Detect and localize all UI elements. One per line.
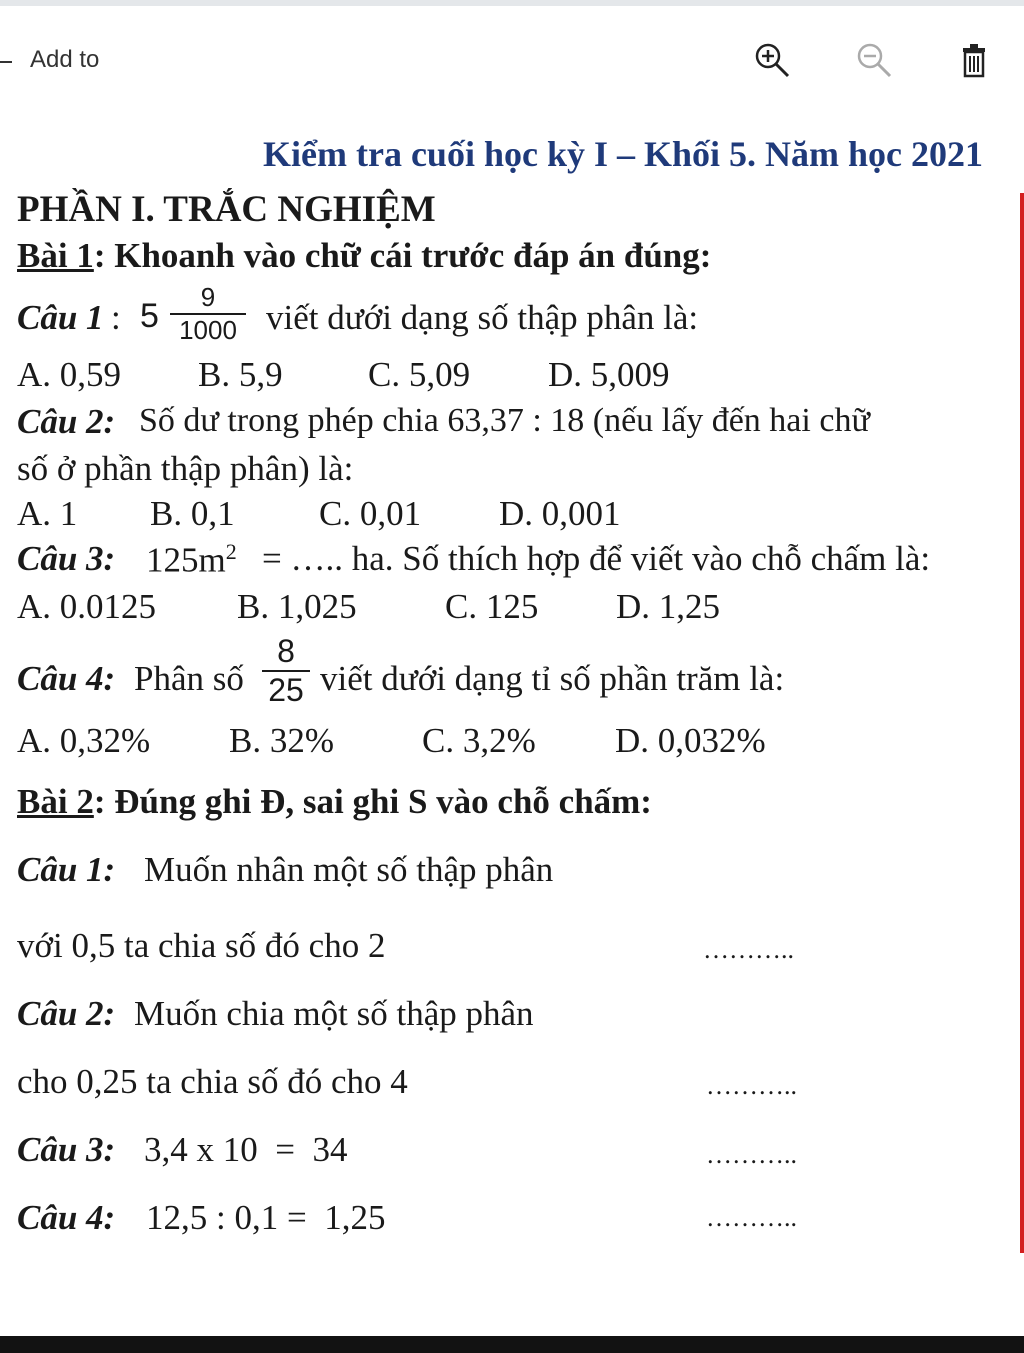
bai2-q1-label: Câu 1: [17, 850, 116, 889]
bai2-q2-line1: Muốn chia một số thập phân [134, 994, 534, 1033]
q3-label: Câu 3: [17, 539, 116, 578]
q1-denominator: 1000 [179, 315, 237, 345]
q4-fraction [262, 633, 310, 709]
q2-option-d: D. 0,001 [499, 494, 621, 533]
q3-option-a: A. 0.0125 [17, 587, 157, 626]
q1-option-b: B. 5,9 [198, 355, 283, 394]
q3-text: = ….. ha. Số thích hợp để viết vào chỗ chấm là: [262, 539, 931, 578]
q4-option-b: B. 32% [229, 721, 334, 760]
bai2-q2-line2: cho 0,25 ta chia số đó cho 4 [17, 1062, 408, 1101]
add-to-button[interactable]: Add to [30, 46, 100, 73]
bai1-text: : Khoanh vào chữ cái trước đáp án đúng: [93, 236, 712, 275]
bai2-label: Bài 2 [17, 782, 94, 821]
bai2-q3-expression: 3,4 x 10 = 34 [144, 1130, 348, 1169]
q4-denominator: 25 [268, 672, 304, 708]
toolbar [0, 6, 1024, 102]
zoom-out-icon[interactable] [854, 40, 894, 80]
bai2-q4-expression: 12,5 : 0,1 = 1,25 [146, 1198, 386, 1237]
q4-label: Câu 4: [17, 659, 116, 698]
q1-fraction [170, 282, 246, 346]
bottom-bar [0, 1336, 1024, 1353]
q1-whole-number: 5 [140, 297, 159, 335]
q2-text-line2: số ở phần thập phân) là: [17, 449, 354, 488]
bai2-text: : Đúng ghi Đ, sai ghi S vào chỗ chấm: [93, 782, 652, 821]
q4-option-c: C. 3,2% [422, 721, 536, 760]
bai2-q2-blank[interactable]: ……….. [706, 1071, 797, 1100]
q3-option-d: D. 1,25 [616, 587, 721, 626]
dash-icon [0, 61, 12, 63]
page-margin-line [1020, 193, 1024, 1253]
zoom-in-icon[interactable] [752, 40, 792, 80]
q4-numerator: 8 [277, 633, 295, 669]
q1-option-a: A. 0,59 [17, 355, 122, 394]
q1-label: Câu 1 [17, 298, 104, 337]
q2-option-a: A. 1 [17, 494, 78, 533]
q1-numerator: 9 [200, 282, 216, 312]
section-heading: PHẦN I. TRẮC NGHIỆM [17, 189, 436, 230]
q4-option-a: A. 0,32% [17, 721, 151, 760]
q3-option-b: B. 1,025 [237, 587, 357, 626]
bai2-q4-blank[interactable]: ……….. [706, 1203, 797, 1232]
q1-option-c: C. 5,09 [368, 355, 471, 394]
bai2-q3-label: Câu 3: [17, 1130, 116, 1169]
bai2-heading [17, 784, 652, 819]
trash-icon[interactable] [954, 40, 994, 80]
q3-exponent: 2 [225, 539, 237, 564]
q1-option-d: D. 5,009 [548, 355, 670, 394]
bai1-label: Bài 1 [17, 236, 94, 275]
q2-label: Câu 2: [17, 402, 116, 441]
bai1-heading [17, 238, 711, 273]
bai2-q2-label: Câu 2: [17, 994, 116, 1033]
q3-value-text: 125m [146, 540, 226, 580]
q4-text-after: viết dưới dạng tỉ số phần trăm là: [320, 659, 785, 698]
q3-value [146, 541, 237, 578]
bai2-q1-line1: Muốn nhân một số thập phân [144, 850, 554, 889]
bai2-q1-blank[interactable]: ……….. [703, 935, 794, 964]
q1-text: viết dưới dạng số thập phân là: [266, 298, 699, 337]
q4-text-before: Phân số [134, 659, 244, 698]
q3-option-c: C. 125 [445, 587, 539, 626]
q2-option-b: B. 0,1 [150, 494, 235, 533]
q4-option-d: D. 0,032% [615, 721, 766, 760]
page-title: Kiểm tra cuối học kỳ I – Khối 5. Năm học 2021 [263, 134, 983, 174]
q2-option-c: C. 0,01 [319, 494, 422, 533]
bai2-q4-label: Câu 4: [17, 1198, 116, 1237]
bai2-q1-line2: với 0,5 ta chia số đó cho 2 [17, 926, 386, 965]
q2-text-line1: Số dư trong phép chia 63,37 : 18 (nếu lấy đến hai chữ [139, 402, 870, 439]
bai2-q3-blank[interactable]: ……….. [706, 1140, 797, 1169]
q1-colon: : [111, 298, 121, 337]
